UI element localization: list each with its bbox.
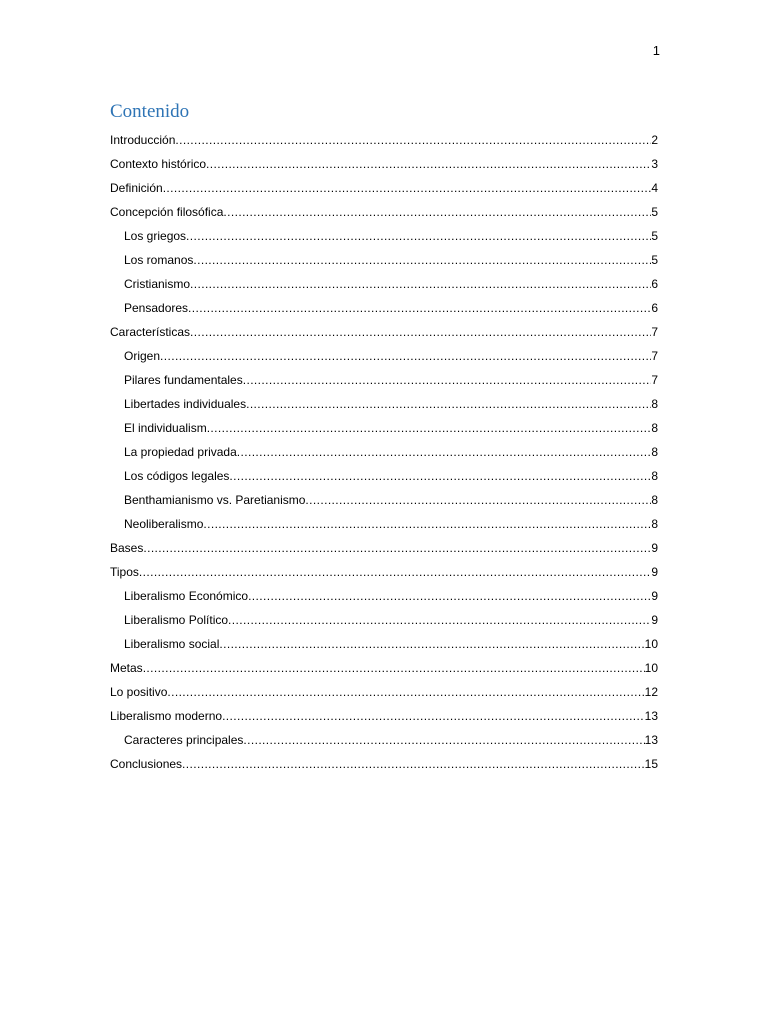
table-of-contents: [110, 124, 658, 772]
toc-entry[interactable]: [110, 724, 658, 748]
toc-entry-title: Benthamianismo vs. Paretianismo: [124, 493, 306, 507]
toc-dot-leader: [182, 757, 645, 772]
toc-dot-leader: [193, 253, 651, 268]
toc-dot-leader: [190, 277, 651, 292]
toc-entry[interactable]: [110, 460, 658, 484]
toc-entry-page: 9: [651, 565, 658, 579]
toc-entry-title: Definición: [110, 181, 163, 195]
toc-dot-leader: [190, 325, 651, 340]
toc-entry-title: Neoliberalismo: [124, 517, 204, 531]
toc-entry[interactable]: [110, 556, 658, 580]
toc-entry-page: 15: [644, 757, 658, 771]
toc-entry-page: 7: [651, 325, 658, 339]
toc-entry[interactable]: [110, 676, 658, 700]
toc-entry-page: 6: [651, 301, 658, 315]
toc-dot-leader: [223, 205, 651, 220]
toc-dot-leader: [222, 709, 645, 724]
toc-entry[interactable]: [110, 700, 658, 724]
toc-dot-leader: [228, 613, 651, 628]
toc-dot-leader: [188, 301, 651, 316]
toc-dot-leader: [246, 397, 651, 412]
toc-entry-page: 5: [651, 253, 658, 267]
toc-entry[interactable]: [110, 388, 658, 412]
toc-entry[interactable]: [110, 292, 658, 316]
toc-entry-page: 4: [651, 181, 658, 195]
toc-entry-title: Características: [110, 325, 191, 339]
toc-dot-leader: [243, 373, 652, 388]
toc-entry[interactable]: [110, 124, 658, 148]
toc-entry[interactable]: [110, 244, 658, 268]
toc-entry-page: 12: [644, 685, 658, 699]
toc-dot-leader: [203, 517, 651, 532]
toc-entry-title: Contexto histórico: [110, 157, 207, 171]
toc-entry-title: Pensadores: [124, 301, 189, 315]
toc-entry-title: Pilares fundamentales: [124, 373, 243, 387]
toc-dot-leader: [248, 589, 651, 604]
toc-entry-page: 3: [651, 157, 658, 171]
toc-entry-title: Concepción filosófica: [110, 205, 224, 219]
toc-dot-leader: [163, 181, 652, 196]
toc-dot-leader: [229, 469, 651, 484]
toc-entry-title: Los códigos legales: [124, 469, 230, 483]
toc-entry-title: Liberalismo social: [124, 637, 220, 651]
toc-entry-title: Cristianismo: [124, 277, 191, 291]
toc-entry[interactable]: [110, 604, 658, 628]
toc-entry-title: Origen: [124, 349, 161, 363]
toc-dot-leader: [305, 493, 651, 508]
toc-heading: Contenido: [110, 101, 190, 122]
toc-dot-leader: [167, 685, 644, 700]
toc-entry-title: Los romanos: [124, 253, 194, 267]
toc-entry-title: Liberalismo moderno: [110, 709, 223, 723]
toc-entry-title: La propiedad privada: [124, 445, 237, 459]
toc-entry[interactable]: [110, 652, 658, 676]
toc-entry[interactable]: [110, 748, 658, 772]
toc-entry[interactable]: [110, 532, 658, 556]
toc-entry[interactable]: [110, 340, 658, 364]
toc-entry-title: Tipos: [110, 565, 139, 579]
toc-entry-page: 9: [651, 541, 658, 555]
toc-entry-page: 8: [651, 517, 658, 531]
toc-entry-title: Introducción: [110, 133, 176, 147]
page-number: 1: [652, 43, 660, 58]
toc-entry-page: 8: [651, 445, 658, 459]
toc-entry-page: 7: [651, 373, 658, 387]
toc-entry-page: 8: [651, 469, 658, 483]
toc-entry[interactable]: [110, 436, 658, 460]
toc-entry[interactable]: [110, 316, 658, 340]
toc-entry[interactable]: [110, 412, 658, 436]
toc-entry-page: 13: [644, 733, 658, 747]
toc-entry-page: 9: [651, 589, 658, 603]
toc-entry-title: Liberalismo Económico: [124, 589, 249, 603]
toc-dot-leader: [207, 421, 652, 436]
toc-entry[interactable]: [110, 364, 658, 388]
toc-dot-leader: [186, 229, 651, 244]
toc-entry-title: Conclusiones: [110, 757, 183, 771]
toc-entry-page: 10: [644, 637, 658, 651]
toc-entry-page: 10: [644, 661, 658, 675]
toc-entry-page: 2: [651, 133, 658, 147]
toc-entry[interactable]: [110, 148, 658, 172]
toc-dot-leader: [243, 733, 644, 748]
toc-entry[interactable]: [110, 268, 658, 292]
toc-dot-leader: [219, 637, 644, 652]
toc-dot-leader: [139, 565, 651, 580]
toc-dot-leader: [160, 349, 651, 364]
toc-entry-page: 13: [644, 709, 658, 723]
toc-entry-page: 8: [651, 397, 658, 411]
toc-entry-page: 7: [651, 349, 658, 363]
toc-entry-title: Lo positivo: [110, 685, 168, 699]
toc-entry-title: Bases: [110, 541, 144, 555]
toc-dot-leader: [143, 661, 645, 676]
toc-entry-title: Liberalismo Político: [124, 613, 229, 627]
toc-entry-title: Libertades individuales: [124, 397, 247, 411]
toc-entry-page: 8: [651, 493, 658, 507]
toc-entry-title: Metas: [110, 661, 143, 675]
toc-entry-title: El individualism: [124, 421, 207, 435]
toc-entry-title: Caracteres principales: [124, 733, 244, 747]
toc-entry[interactable]: [110, 580, 658, 604]
toc-dot-leader: [206, 157, 651, 172]
toc-entry[interactable]: [110, 220, 658, 244]
toc-entry[interactable]: [110, 508, 658, 532]
toc-dot-leader: [237, 445, 652, 460]
toc-entry-title: Los griegos: [124, 229, 187, 243]
toc-entry-page: 5: [651, 205, 658, 219]
toc-entry-page: 6: [651, 277, 658, 291]
toc-entry-page: 5: [651, 229, 658, 243]
toc-entry-page: 8: [651, 421, 658, 435]
toc-entry[interactable]: [110, 484, 658, 508]
toc-dot-leader: [143, 541, 651, 556]
toc-entry[interactable]: [110, 628, 658, 652]
toc-entry[interactable]: [110, 196, 658, 220]
toc-dot-leader: [175, 133, 651, 148]
toc-entry[interactable]: [110, 172, 658, 196]
toc-entry-page: 9: [651, 613, 658, 627]
